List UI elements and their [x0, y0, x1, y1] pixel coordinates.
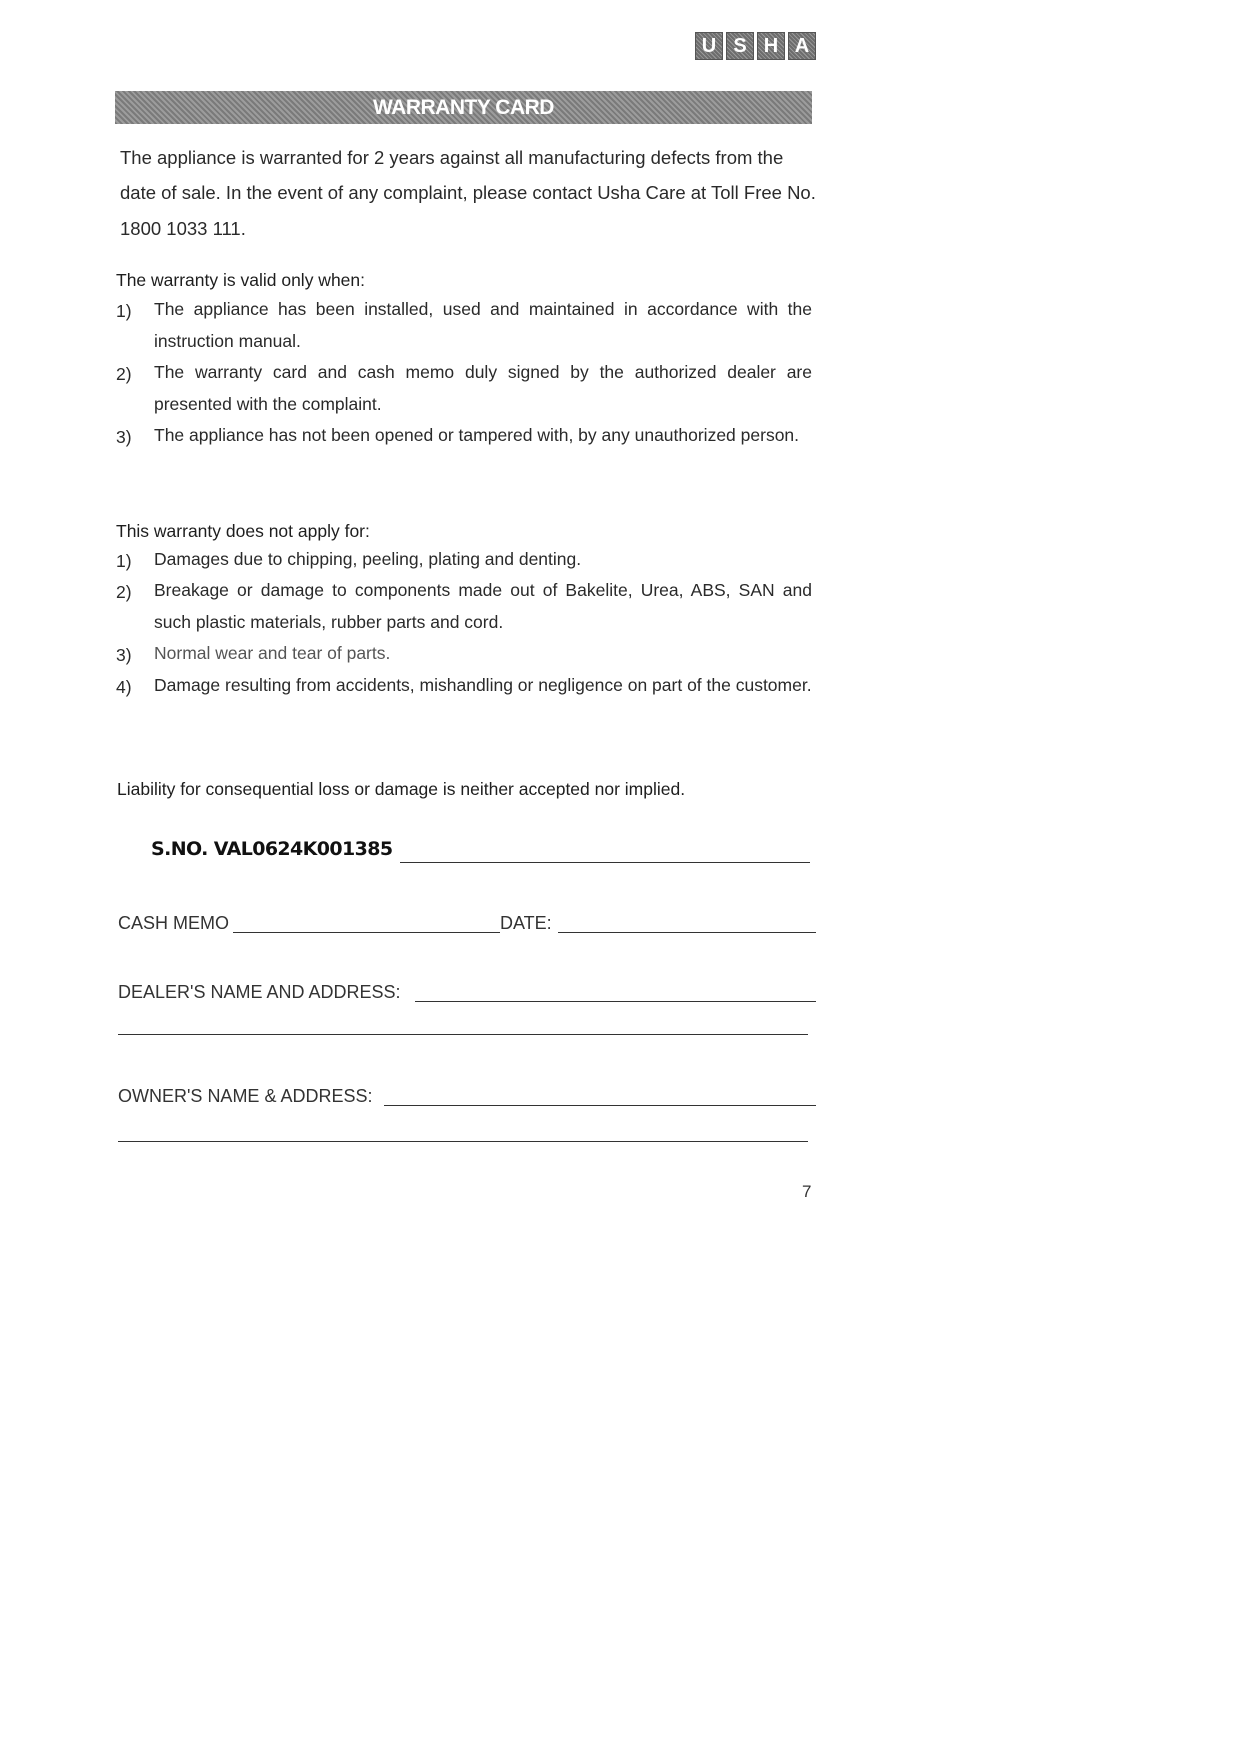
list-number: 1): [116, 301, 132, 321]
date-field[interactable]: [558, 932, 816, 933]
intro-line: 1800 1033 111.: [120, 218, 246, 239]
list-number: 3): [116, 427, 132, 447]
logo-letter: A: [788, 32, 816, 60]
list-item: Breakage or damage to components made out of Bakelite, Urea, ABS, SAN and such plastic materials, rubber parts and cord.: [154, 580, 812, 632]
list-item: Damage resulting from accidents, mishandling or negligence on part of the customer.: [154, 675, 812, 695]
cash-memo-label: CASH MEMO: [118, 913, 230, 933]
list-item: The warranty card and cash memo duly signed by the authorized dealer are presented with the complaint.: [154, 362, 812, 414]
list-number: 4): [116, 677, 132, 697]
list-number: 1): [116, 551, 132, 571]
date-label: DATE:: [500, 913, 552, 933]
cash-memo-field[interactable]: [233, 932, 500, 933]
dealer-field[interactable]: [415, 1001, 816, 1002]
serial-line[interactable]: [400, 862, 810, 863]
list-item: Normal wear and tear of parts.: [154, 643, 391, 663]
list-number: 3): [116, 645, 132, 665]
logo-letter: U: [695, 32, 723, 60]
dealer-field-line2[interactable]: [118, 1034, 808, 1035]
intro-line: The appliance is warranted for 2 years against all manufacturing defects from the: [120, 147, 784, 168]
intro-line: date of sale. In the event of any complaint, please contact Usha Care at Toll Free No.: [120, 182, 816, 203]
liability-note: Liability for consequential loss or damage is neither accepted nor implied.: [117, 779, 686, 799]
owner-field-line2[interactable]: [118, 1141, 808, 1142]
list-item: Damages due to chipping, peeling, plating and denting.: [154, 549, 582, 569]
valid-heading: The warranty is valid only when:: [116, 270, 365, 290]
list-number: 2): [116, 582, 132, 602]
logo-letter: H: [757, 32, 785, 60]
page-number: 7: [802, 1182, 812, 1201]
owner-field[interactable]: [384, 1105, 816, 1106]
page-title: WARRANTY CARD: [115, 91, 812, 124]
serial-number: S.NO. VAL0624K001385: [151, 838, 393, 860]
list-number: 2): [116, 364, 132, 384]
logo-letter: S: [726, 32, 754, 60]
exclusions-heading: This warranty does not apply for:: [116, 521, 370, 541]
list-item: The appliance has not been opened or tampered with, by any unauthorized person.: [154, 425, 800, 445]
list-item: The appliance has been installed, used and maintained in accordance with the instruction manual.: [154, 299, 812, 351]
owner-label: OWNER'S NAME & ADDRESS:: [118, 1086, 373, 1106]
usha-logo: [695, 32, 816, 60]
dealer-label: DEALER'S NAME AND ADDRESS:: [118, 982, 401, 1002]
